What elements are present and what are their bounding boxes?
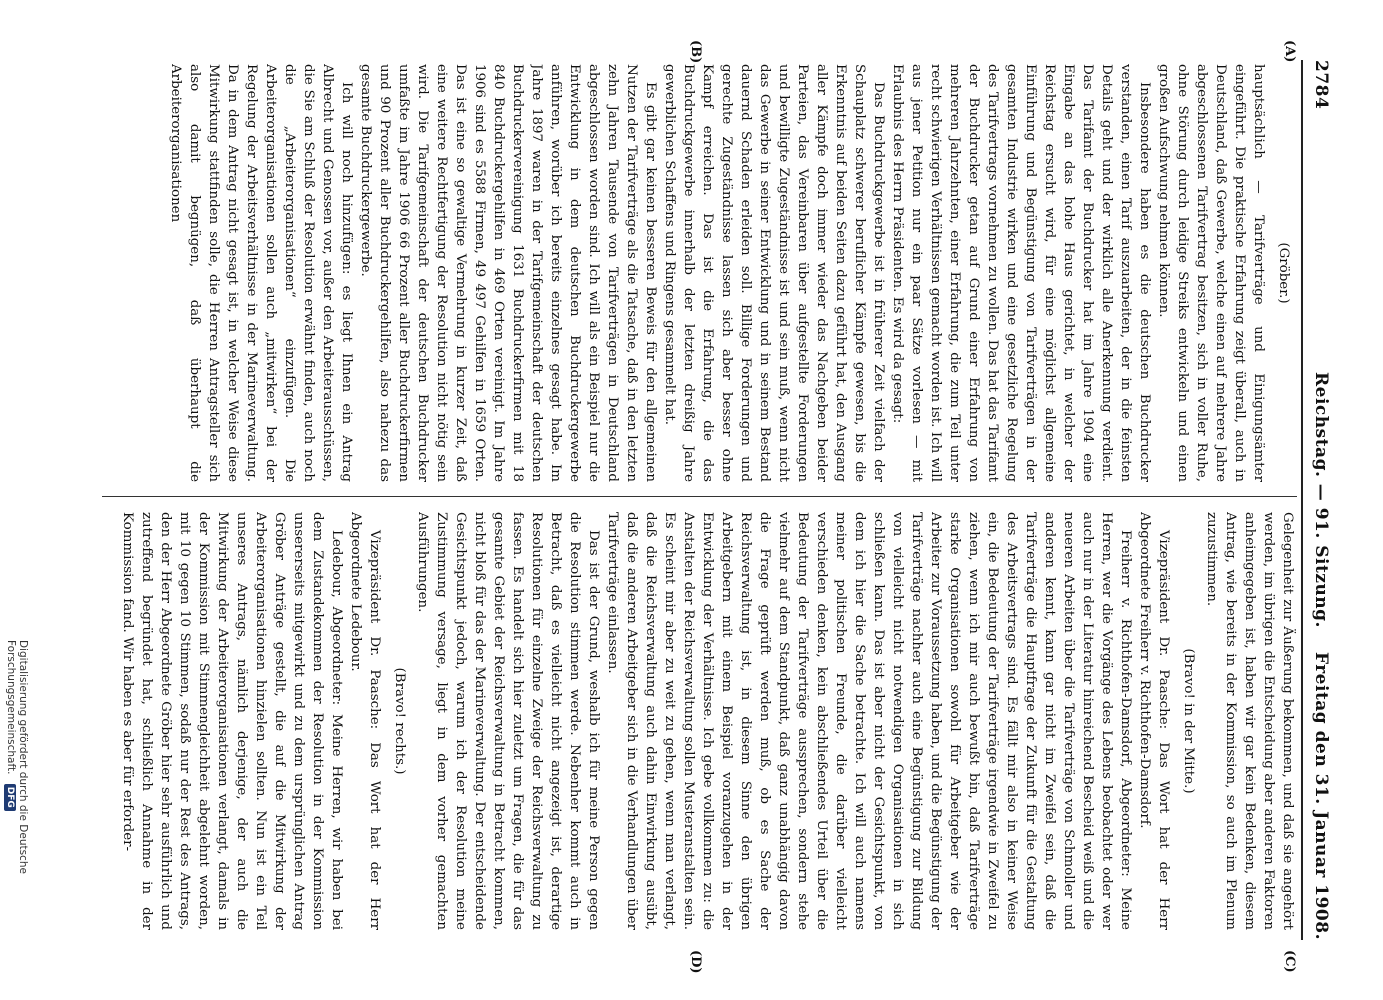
- paragraph: Es gibt gar keinen besseren Beweis für den allgemeinen Nutzen der Tarifverträge als die Tatsache, daß in den letzten zehn Jahren Tausende von Tarifverträgen in Deutschland abgeschlossen worden sind. Ich will als ein Beispiel nur die Entwicklung in dem deutschen Buchdruckergewerbe anführen, worüber ich bereits einzelnes gesagt habe. Im Jahre 1897 waren in der Tarifgemeinschaft der deutschen Buchdruckervereinigung 1631 Buchdruckerfirmen mit 18 840 Buchdruckergehilfen in 469 Orten vereinigt. Im Jahre 1906 sind es 5588 Firmen, 49 497 Gehilfen in 1659 Orten. Das ist eine so gewaltige Vermehrung in kurzer Zeit, daß eine weitere Rechtfertigung der Resolution nicht nötig sein wird. Die Tarifgemeinschaft der deutschen Buchdrucker umfaßte im Jahre 1906 66 Prozent aller Buchdruckerfirmen und 90 Prozent aller Buchdruckergehilfen, also nahezu das gesamte Buchdruckergewerbe.: [358, 64, 658, 482]
- paragraph: hauptsächlich — Tarifverträge und Einigungsämter eingeführt. Die praktische Erfahrung zeigt überall, auch in Deutschland, daß Gewerbe, welche einen auf mehrere Jahre abgeschlossenen Tarifvertrag besitzen, sich in voller Ruhe, ohne Störung durch leidige Streiks entwickeln und einen großen Aufschwung nehmen können.: [1156, 64, 1266, 482]
- paragraph: Insbesondere haben es die deutschen Buchdrucker verstanden, einen Tarif auszuarbeiten, der in die feinsten Details geht und der wirklich alle Anerkennung verdient. Das Tarifamt der Buchdrucker hat im Jahre 1904 eine Eingabe an das hohe Haus gerichtet, in welcher der Reichstag ersucht wird, für eine möglichst allgemeine Einführung und Begünstigung von Tarifverträgen in der gesamten Industrie wirken und eine gesetzliche Regelung des Tarifvertrags vornehmen zu wollen. Das hat das Tarifamt der Buchdrucker getan auf Grund einer Erfahrung von mehreren Jahrzehnten, einer Erfahrung, die zum Teil unter recht schwierigen Verhältnissen gemacht worden ist. Ich will aus jener Petition nur ein paar Sätze vorlesen — mit Erlaubnis des Herrn Präsidenten. Es wird da gesagt:: [890, 64, 1152, 482]
- left-column: [102, 64, 1297, 482]
- page-header: [1305, 60, 1331, 940]
- paragraph: Gelegenheit zur Äußerung bekommen, und daß sie angehört werden, im übrigen die Entscheidung aber anderen Faktoren anheimgegeben ist, haben wir gar kein Bedenken, diesem Antrag, wie bereits in der Kommission, so auch im Plenum zuzustimmen.: [1204, 512, 1295, 930]
- speech-paragraph: Ledebour, Abgeordneter: Meine Herren, wir haben bei dem Zustandekommen der Resolution in der Kommission unsererseits mitgewirkt und zu dem ursprünglichen Antrag Gröber Anträge gestellt, die auf die Mitwirkung der Arbeiterorganisationen hinzielen sollten. Nun ist ein Teil unseres Antrags, nämlich derjenige, der auch die Mitwirkung der Arbeiterorganisationen verlangt, damals in der Kommission mit Stimmengleichheit abgelehnt worden, mit 10 gegen 10 Stimmen, sodaß nur der Rest des Antrags, den der Herr Abgeordnete Gröber hier sehr ausführlich und zutreffend begründet hat, schließlich Annahme in der Kommission fand. Wir haben es aber für erforder-: [120, 512, 344, 930]
- margin-marker-b: (B): [688, 40, 703, 64]
- margin-marker-c: (C): [1282, 950, 1297, 973]
- dfg-logo: DFG: [4, 784, 16, 811]
- applause-note: (Bravo! rechts.): [392, 667, 407, 775]
- right-column: [102, 512, 1297, 930]
- header-date: Freitag den 31. Januar 1908.: [1311, 651, 1331, 940]
- header-rule: [1301, 60, 1303, 940]
- paragraph: Das ist der Grund, weshalb ich für meine Person gegen die Resolution stimmen werde. Nebenher kommt auch in Betracht, daß es vielleicht nicht angezeigt ist, derartige Resolutionen für einzelne Zweige der Reichsverwaltung zu fassen. Es handelt sich hier zuletzt um Fragen, die für das gesamte Gebiet der Reichsverwaltung in Betracht kommen, nicht bloß für das der Marineverwaltung. Der entscheidende Gesichtspunkt jedoch, warum ich der Resolution meine Zustimmung versage, liegt in dem vorher gemachten Ausführungen.: [415, 512, 601, 930]
- margin-marker-d: (D): [688, 950, 703, 974]
- digitization-note: [4, 0, 29, 1000]
- column-divider: [102, 496, 1297, 497]
- margin-marker-a: (A): [1282, 40, 1297, 63]
- applause-note: (Bravo! in der Mitte.): [1181, 648, 1196, 794]
- quote-paragraph: Das Buchdruckgewerbe ist in früherer Zeit vielfach der Schauplatz schwerer beruflicher Kämpfe gewesen, bis die Erkenntnis auf beiden Seiten dazu geführt hat, den Ausgang aller Kämpfe doch immer wieder das Nachgeben beider Parteien, das Vereinbaren über aufgestellte Forderungen und bewilligte Zugeständnisse ist und sein muß, wenn nicht das Gewerbe in seiner Entwicklung und in seinem Bestand dauernd Schaden erleiden soll. Billige Forderungen und gerechte Zugeständnisse lassen sich aber besser ohne Kampf erreichen. Das ist die Erfahrung, die das Buchdruckgewerbe innerhalb der letzten dreißig Jahre gewerblichen Schaffens und Ringens gesammelt hat.: [662, 64, 886, 482]
- speaker-attribution: (Gröber.): [1276, 242, 1291, 304]
- digitization-text: Digitalisierung gefördert durch die Deutsche Forschungsgemeinschaft.: [5, 640, 29, 874]
- president-remark: Vizepräsident Dr. Paasche: Das Wort hat der Herr Abgeordnete Freiherr v. Richthofen-Damsdorf.: [1137, 512, 1171, 930]
- president-remark: Vizepräsident Dr. Paasche: Das Wort hat der Herr Abgeordnete Ledebour.: [348, 512, 382, 930]
- page-number: 2784: [1311, 60, 1331, 110]
- header-title: Reichstag. — 91. Sitzung.: [1311, 372, 1331, 628]
- paragraph: Ich will noch hinzufügen: es liegt Ihnen ein Antrag Albrecht und Genossen vor, außer den Arbeiterausschüssen, die Sie am Schluß der Resolution erwähnt finden, auch noch die „Arbeiterorganisationen“ einzufügen. Die Arbeiterorganisationen sollen auch „mitwirken“ bei der Regelung der Arbeitsverhältnisse in der Marineverwaltung. Da in dem Antrag nicht gesagt ist, in welcher Weise diese Mitwirkung stattfinden solle, die Herren Antragsteller sich also damit begnügen, daß überhaupt die Arbeiterorganisationen: [168, 64, 354, 482]
- speech-paragraph: Freiherr v. Richthofen-Damsdorf, Abgeordneter: Meine Herren, wer die Vorgänge des Lebens beobachtet oder wer auch nur in der Literatur hinreichend Bescheid weiß und die neueren Arbeiten über die Tarifverträge von Schmoller und anderen kennt, kann gar nicht im Zweifel sein, daß die Tarifverträge die Hauptfrage der Zukunft für die Gestaltung des Arbeitsvertrags sind. Es fällt mir also in keiner Weise ein, die Bedeutung der Tarifverträge irgendwie in Zweifel zu ziehen, wenn ich mir auch bewußt bin, daß Tarifverträge starke Organisationen sowohl für Arbeitgeber wie der Arbeiter zur Voraussetzung haben, und die Begünstigung der Tarifverträge nachher auch eine Begünstigung zur Bildung von vielleicht nicht notwendigen Organisationen in sich schließen kann. Das ist aber nicht der Gesichtspunkt, von dem ich hier die Sache betrachte. Ich will auch namens meiner politischen Freunde, die darüber vielleicht verschieden denken, kein abschließendes Urteil über die Bedeutung der Tarifverträge aussprechen, sondern stehe vielmehr auf dem Standpunkt, daß ganz unabhängig davon die Frage geprüft werden muß, ob es Sache der Reichsverwaltung ist, in diesem Sinne den übrigen Arbeitgebern mit einem Beispiel voranzugehen in der Entwicklung der Verhältnisse. Ich gebe vollkommen zu: die Anstalten der Reichsverwaltung sollen Musteranstalten sein. Es scheint mir aber zu weit zu gehen, wenn man verlangt, daß die Reichsverwaltung auch dahin Einwirkung ausübt, daß die anderen Arbeitgeber sich in die Verhandlungen über Tarifverträge einlassen.: [605, 512, 1133, 930]
